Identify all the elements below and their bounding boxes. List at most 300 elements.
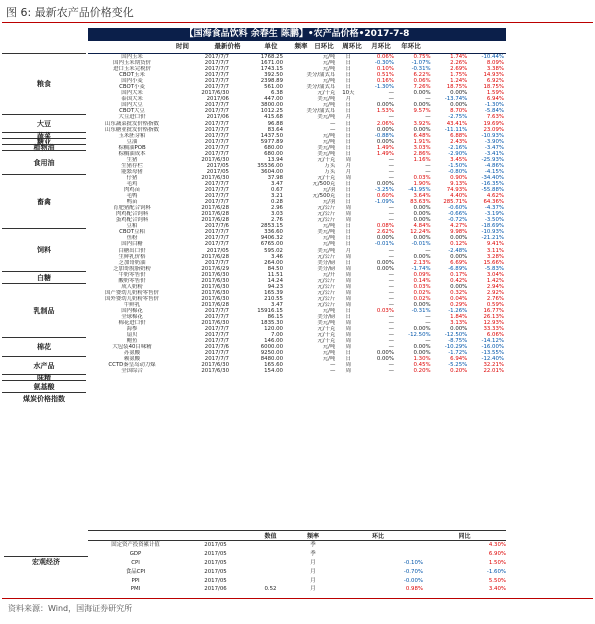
item-unit: 元/吨 xyxy=(322,344,336,351)
item-freq: 日 xyxy=(345,126,352,133)
item-day-change: — xyxy=(388,205,394,212)
macro-value xyxy=(248,567,293,576)
item-date: 2017/6/28 xyxy=(201,205,229,212)
item-year-change: -16.00% xyxy=(481,344,504,351)
item-day-change: — xyxy=(388,295,394,302)
item-price: 146.00 xyxy=(264,338,283,345)
item-day-change: — xyxy=(388,156,394,163)
item-unit: 美元/吨 xyxy=(317,144,336,151)
item-day-change: -0.30% xyxy=(374,60,394,67)
item-date: 2017/6/30 xyxy=(201,289,229,296)
macro-value xyxy=(248,559,293,568)
item-unit: 元/500克 xyxy=(312,193,336,200)
item-price: 6.38 xyxy=(270,90,283,97)
item-month-change: -11.11% xyxy=(444,126,468,133)
item-year-change: 26.13% xyxy=(483,314,504,321)
item-date: 2017/7/7 xyxy=(204,108,229,115)
item-freq: 周 xyxy=(345,289,352,296)
item-day-change: -1.09% xyxy=(374,199,394,206)
item-name: 国内大豆 xyxy=(121,102,143,109)
item-year-change: -3.90% xyxy=(484,138,504,145)
item-week-change: 0.00% xyxy=(413,350,431,357)
item-unit: — xyxy=(329,368,336,375)
category-label: 粮食 xyxy=(2,53,86,115)
item-freq: 日 xyxy=(345,138,352,145)
item-week-change: -41.95% xyxy=(408,187,431,194)
item-price: 561.00 xyxy=(264,84,283,91)
item-month-change: 2.43% xyxy=(450,138,468,145)
item-month-change: 0.17% xyxy=(450,271,468,278)
item-date: 2017/7/7 xyxy=(204,144,229,151)
item-day-change: 0.08% xyxy=(376,223,394,230)
item-price: 6000.00 xyxy=(260,344,283,351)
item-price: 35536.00 xyxy=(257,162,283,169)
item-price: 165.39 xyxy=(264,289,283,296)
item-date: 2017/6/30 xyxy=(201,368,229,375)
item-year-change: 6.92% xyxy=(486,78,504,85)
item-date: 2017/6/30 xyxy=(201,362,229,369)
item-price: 5977.89 xyxy=(260,138,283,145)
category-label: 畜禽 xyxy=(2,174,86,229)
item-day-change: — xyxy=(388,289,394,296)
item-day-change: — xyxy=(388,168,394,175)
source-note: 资料来源：Wind，国海证券研究所 xyxy=(8,604,133,613)
item-price: 84.50 xyxy=(267,265,283,272)
item-freq: 周 xyxy=(345,217,352,224)
item-day-change: 0.00% xyxy=(376,259,394,266)
item-date: 2017/7/6 xyxy=(204,344,229,351)
item-day-change: — xyxy=(388,332,394,339)
macro-yoy: 6.90% xyxy=(488,551,506,558)
item-year-change: 6.94% xyxy=(486,96,504,103)
item-date: 2017/7/7 xyxy=(204,350,229,357)
item-price: 9250.00 xyxy=(260,350,283,357)
item-date: 2017/7/7 xyxy=(204,66,229,73)
item-month-change: -2.48% xyxy=(448,247,468,254)
item-freq: 日 xyxy=(345,132,352,139)
item-freq: 周 xyxy=(345,205,352,212)
item-name: 国内白糖 xyxy=(121,241,143,248)
macro-freq: 季 xyxy=(310,551,316,558)
item-month-change: -6.89% xyxy=(448,265,468,272)
item-month-change: 1.75% xyxy=(450,72,468,79)
item-name: 进口玉米完税价 xyxy=(113,66,151,73)
item-year-change: -34.40% xyxy=(481,174,504,181)
item-year-change: 3.28% xyxy=(486,253,504,260)
item-unit: 元/吨 xyxy=(322,356,336,363)
item-year-change: -18.69% xyxy=(481,223,504,230)
item-day-change: — xyxy=(388,90,394,97)
item-day-change: — xyxy=(388,338,394,345)
item-freq: 月 xyxy=(345,114,352,121)
item-date: 2017/6/29 xyxy=(201,265,229,272)
item-week-change: 3.64% xyxy=(413,193,431,200)
category-label: 食用油 xyxy=(2,150,86,175)
item-day-change: — xyxy=(388,301,394,308)
item-year-change: -4.15% xyxy=(484,168,504,175)
macro-freq: 季 xyxy=(310,542,316,549)
item-week-change: 0.00% xyxy=(413,344,431,351)
item-day-change: 2.06% xyxy=(376,120,394,127)
header-month: 月环比 xyxy=(371,42,391,50)
macro-value xyxy=(248,550,293,559)
item-unit: 元/500克 xyxy=(312,181,336,187)
item-date: 2017/6/28 xyxy=(201,253,229,260)
table-banner: 【国海食品饮料 余春生 陈鹏】•农产品价格•2017-7-8 xyxy=(88,28,506,41)
item-month-change: 8.70% xyxy=(450,108,468,115)
item-week-change: 1.16% xyxy=(413,156,431,163)
item-freq: 日 xyxy=(345,350,352,357)
item-week-change: 0.02% xyxy=(413,295,431,302)
item-month-change: 43.41% xyxy=(446,120,468,127)
item-week-change: 0.00% xyxy=(413,301,431,308)
item-week-change: 3.92% xyxy=(413,120,431,127)
item-freq: 周 xyxy=(345,253,352,260)
item-month-change: 0.32% xyxy=(450,289,468,296)
item-month-change: 4.40% xyxy=(450,193,468,200)
item-week-change: 1.91% xyxy=(413,138,431,145)
item-date: 2017/6/30 xyxy=(201,320,229,327)
item-day-change: — xyxy=(388,362,394,369)
item-day-change: — xyxy=(388,283,394,290)
item-month-change: -0.66% xyxy=(448,211,468,218)
item-year-change: -10.93% xyxy=(481,132,504,139)
item-week-change: 1.90% xyxy=(413,181,431,187)
macro-name: PMI xyxy=(130,586,141,593)
item-name: 生鲜乳价格 xyxy=(118,253,146,260)
item-day-change: — xyxy=(388,247,394,254)
item-week-change: 0.14% xyxy=(413,277,431,284)
item-month-change: 6.69% xyxy=(450,259,468,266)
top-divider xyxy=(2,22,593,23)
item-name: 豆油 xyxy=(126,138,138,145)
item-week-change: 0.00% xyxy=(413,126,431,133)
macro-name: 固定资产投资累计值 xyxy=(111,542,160,549)
item-freq: 日 xyxy=(345,108,352,115)
item-date: 2017/6/28 xyxy=(201,217,229,224)
item-year-change: -25.93% xyxy=(481,156,504,163)
item-name: 国外婴幼儿奶粉零售价 xyxy=(105,295,159,302)
item-name: 仔猪 xyxy=(126,174,138,181)
item-day-change: — xyxy=(388,96,394,103)
item-week-change: 12.24% xyxy=(410,229,431,236)
item-date: 2017/06 xyxy=(206,96,229,103)
item-freq: 日 xyxy=(345,120,352,127)
item-month-change: -0.60% xyxy=(448,205,468,212)
item-date: 2017/7/7 xyxy=(204,332,229,339)
item-week-change: 4.84% xyxy=(413,223,431,230)
item-freq: 周 xyxy=(345,156,352,163)
item-unit: 元/吨 xyxy=(322,78,336,85)
item-date: 2017/06 xyxy=(206,114,229,121)
item-date: 2017/7/7 xyxy=(204,60,229,67)
item-freq: 周 xyxy=(345,265,352,272)
item-price: 595.02 xyxy=(264,247,283,254)
item-day-change: -0.88% xyxy=(374,132,394,139)
item-day-change: 1.49% xyxy=(376,144,394,151)
item-day-change: 0.00% xyxy=(376,126,394,133)
item-price: 94.23 xyxy=(267,283,283,290)
item-date: 2017/6/28 xyxy=(201,301,229,308)
item-month-change: -1.72% xyxy=(448,350,468,357)
macro-mom: 0.98% xyxy=(405,586,423,593)
item-date: 2017/7/7 xyxy=(204,138,229,145)
item-freq: 10天 xyxy=(342,90,355,97)
item-price: 1437.50 xyxy=(260,132,283,139)
item-week-change: 0.75% xyxy=(413,54,431,61)
item-price: 7.00 xyxy=(270,332,283,339)
macro-yoy: 3.40% xyxy=(488,586,506,593)
header-price: 最新价格 xyxy=(214,42,241,50)
item-freq: 周 xyxy=(345,174,352,181)
macro-yoy: 5.50% xyxy=(488,577,506,584)
item-price: 0.28 xyxy=(270,199,283,206)
price-table xyxy=(88,28,506,374)
item-price: 680.00 xyxy=(264,144,283,151)
item-freq: 日 xyxy=(345,187,352,194)
item-date: 2017/7/6 xyxy=(204,223,229,230)
item-freq: 日 xyxy=(345,54,352,61)
item-year-change: 33.33% xyxy=(483,326,504,333)
item-freq: 日 xyxy=(345,193,352,200)
item-unit: 元/千克 xyxy=(317,156,336,163)
macro-name: 食品CPI xyxy=(125,568,146,575)
header-day: 日环比 xyxy=(314,42,334,50)
item-name: 牛奶零售价 xyxy=(118,271,146,278)
macro-name: GDP xyxy=(129,551,142,558)
item-name: 鲍鱼 xyxy=(126,338,138,345)
item-year-change: 3.04% xyxy=(486,271,504,278)
item-name: 国内小麦 xyxy=(121,78,143,85)
category-label: 饲料 xyxy=(2,228,86,271)
item-day-change: 1.53% xyxy=(376,108,394,115)
category-label: 水产品 xyxy=(2,356,86,375)
item-week-change: — xyxy=(425,320,431,327)
macro-header xyxy=(88,530,506,541)
macro-mom: -0.00% xyxy=(403,577,423,584)
item-name: 棕榈油成本 xyxy=(118,150,146,157)
item-freq: 月 xyxy=(345,247,352,254)
item-month-change: 285.71% xyxy=(443,199,468,206)
item-unit: 元/千克 xyxy=(317,174,336,181)
item-name: CBOT大豆 xyxy=(119,108,145,115)
item-freq: 日 xyxy=(345,259,352,266)
item-day-change: 2.62% xyxy=(376,229,394,236)
item-unit: 元/公斤 xyxy=(317,301,336,308)
item-freq: 日 xyxy=(345,241,352,248)
item-month-change: -2.75% xyxy=(448,114,468,121)
item-date: 2017/7/7 xyxy=(204,199,229,206)
item-day-change: — xyxy=(388,114,394,121)
category-macro: 宏观经济 xyxy=(4,556,88,567)
item-week-change: 0.00% xyxy=(413,326,431,333)
item-price: 1835.30 xyxy=(260,320,283,327)
item-day-change: — xyxy=(388,320,394,327)
item-price: 154.00 xyxy=(264,368,283,375)
item-week-change: 2.86% xyxy=(413,150,431,157)
macro-date: 2017/05 xyxy=(204,551,227,558)
item-unit: 元/吨 xyxy=(322,241,336,248)
macro-date: 2017/05 xyxy=(204,559,227,566)
item-name: 酸奶零售价 xyxy=(118,277,146,284)
item-day-change: 0.00% xyxy=(376,181,394,187)
item-unit: 美元/吨 xyxy=(317,96,336,103)
item-year-change: -13.55% xyxy=(481,350,504,357)
item-month-change: 0.00% xyxy=(450,235,468,242)
item-year-change: -3.50% xyxy=(484,217,504,224)
item-year-change: -4.86% xyxy=(484,162,504,169)
item-week-change: 0.00% xyxy=(413,253,431,260)
item-unit: 元/公斤 xyxy=(317,295,336,302)
item-month-change: 0.90% xyxy=(450,174,468,181)
item-name: 海参 xyxy=(126,326,138,333)
item-year-change: -12.40% xyxy=(481,356,504,363)
item-unit: 元/吨 xyxy=(322,60,336,67)
macro-freq: 月 xyxy=(310,568,316,575)
item-month-change: 2.26% xyxy=(450,60,468,67)
item-price: 8480.00 xyxy=(260,356,283,363)
item-week-change: 83.63% xyxy=(410,199,431,206)
item-date: 2017/7/7 xyxy=(204,307,229,314)
item-day-change: — xyxy=(388,211,394,218)
item-unit: 元/吨 xyxy=(322,350,336,357)
item-price: 0.67 xyxy=(270,187,283,194)
header-unit: 单位 xyxy=(264,42,278,50)
item-date: 2017/7/7 xyxy=(204,193,229,200)
macro-value: 0.52 xyxy=(264,586,277,593)
item-freq: 日 xyxy=(345,307,352,314)
item-date: 2017/7/7 xyxy=(204,338,229,345)
item-unit: 美分/蒲式耳 xyxy=(306,108,336,115)
item-year-change: 0.59% xyxy=(486,301,504,308)
item-date: 2017/05 xyxy=(206,247,229,254)
item-year-change: 8.09% xyxy=(486,60,504,67)
item-month-change: 0.00% xyxy=(450,283,468,290)
item-name: 能繁母猪 xyxy=(121,168,143,175)
macro-date: 2017/05 xyxy=(204,568,227,575)
item-month-change: 0.00% xyxy=(450,102,468,109)
macro-row xyxy=(88,541,506,550)
category-label: 蔬菜 xyxy=(2,132,86,139)
macro-yoy: 4.30% xyxy=(488,542,506,549)
item-price: 37.98 xyxy=(267,174,283,181)
item-month-change: 9.98% xyxy=(450,229,468,236)
item-year-change: -3.19% xyxy=(484,211,504,218)
item-date: 2017/7/7 xyxy=(204,259,229,266)
macro-name: CPI xyxy=(131,559,140,566)
item-name: 生猪存栏 xyxy=(121,162,143,169)
item-unit: 元/千克 xyxy=(317,332,336,339)
item-month-change: -12.50% xyxy=(444,332,468,339)
category-label: 糖业 xyxy=(2,138,86,145)
item-year-change: -1.30% xyxy=(484,102,504,109)
item-name: 毛鸭 xyxy=(126,193,138,200)
item-year-change: -10.93% xyxy=(481,229,504,236)
item-freq: 日 xyxy=(345,78,352,85)
item-freq: 周 xyxy=(345,338,352,345)
item-freq: 周 xyxy=(345,211,352,218)
item-freq: 月 xyxy=(345,162,352,169)
item-unit: 美分/蒲式耳 xyxy=(306,72,336,79)
macro-date: 2017/06 xyxy=(204,586,227,593)
item-month-change: 0.00% xyxy=(450,326,468,333)
item-price: 3.46 xyxy=(270,253,283,260)
item-month-change: 0.29% xyxy=(450,301,468,308)
item-day-change: 0.00% xyxy=(376,102,394,109)
macro-date: 2017/05 xyxy=(204,542,227,549)
bottom-divider xyxy=(2,598,593,599)
item-year-change: 22.01% xyxy=(483,368,504,375)
item-freq: 日 xyxy=(345,150,352,157)
item-name: 牛鲜乳 xyxy=(123,301,141,308)
item-week-change: -0.31% xyxy=(411,307,431,314)
item-freq: 日 xyxy=(345,144,352,151)
item-freq: 日 xyxy=(345,60,352,67)
item-unit: 元/吨 xyxy=(322,132,336,139)
item-unit: 美元/吨 xyxy=(317,114,336,121)
item-date: 2017/7/7 xyxy=(204,72,229,79)
item-price: 2853.15 xyxy=(260,223,283,230)
item-date: 2017/7/7 xyxy=(204,187,229,194)
item-date: 2017/05 xyxy=(206,168,229,175)
table-row xyxy=(88,368,506,374)
item-week-change: — xyxy=(425,114,431,121)
item-price: 392.50 xyxy=(264,72,283,79)
item-name: 大包装40目味精 xyxy=(112,344,152,351)
macro-freq: 月 xyxy=(310,586,316,593)
item-price: 11.51 xyxy=(267,271,283,278)
item-name: 蛋鸡配合饲料 xyxy=(115,217,149,224)
item-month-change: 3.13% xyxy=(450,320,468,327)
macro-header-freq: 频率 xyxy=(306,533,319,540)
item-price: 1768.25 xyxy=(260,54,283,61)
macro-date: 2017/05 xyxy=(204,577,227,584)
item-month-change: 2.69% xyxy=(450,66,468,73)
item-year-change: 4.62% xyxy=(486,193,504,200)
item-price: 6765.00 xyxy=(260,241,283,248)
item-unit: 元/吨 xyxy=(322,223,336,230)
item-date: 2017/7/7 xyxy=(204,126,229,133)
item-week-change: 7.26% xyxy=(413,84,431,91)
item-name: CBOT玉米 xyxy=(119,72,145,79)
item-month-change: 1.84% xyxy=(450,314,468,321)
item-freq: 周 xyxy=(345,295,352,302)
item-month-change: 6.88% xyxy=(450,132,468,139)
item-year-change: 32.21% xyxy=(483,362,504,369)
item-week-change: 2.13% xyxy=(413,259,431,266)
macro-value xyxy=(248,541,293,550)
item-name: 大豆进口价 xyxy=(118,114,146,121)
item-freq: 月 xyxy=(345,96,352,103)
item-unit: 元/吨 xyxy=(322,102,336,109)
item-name: 山东糖业批发价格指数 xyxy=(105,126,159,133)
item-year-change: 15.66% xyxy=(483,259,504,266)
item-week-change: 0.20% xyxy=(413,368,431,375)
item-freq: 周 xyxy=(345,332,352,339)
item-name: 全国综合 xyxy=(121,368,143,375)
item-week-change: 6.48% xyxy=(413,132,431,139)
macro-yoy: -1.60% xyxy=(486,568,506,575)
item-unit: 元/吨 xyxy=(322,66,336,73)
item-month-change: 4.27% xyxy=(450,223,468,230)
item-unit: 美元/吨 xyxy=(317,229,336,236)
item-unit: 元/吨 xyxy=(322,235,336,242)
item-unit: 元/羽 xyxy=(322,199,336,206)
figure-title: 图 6: 最新农产品价格变化 xyxy=(6,6,134,19)
item-day-change: 0.00% xyxy=(376,138,394,145)
item-freq: 周 xyxy=(345,326,352,333)
item-day-change: -3.25% xyxy=(374,187,394,194)
